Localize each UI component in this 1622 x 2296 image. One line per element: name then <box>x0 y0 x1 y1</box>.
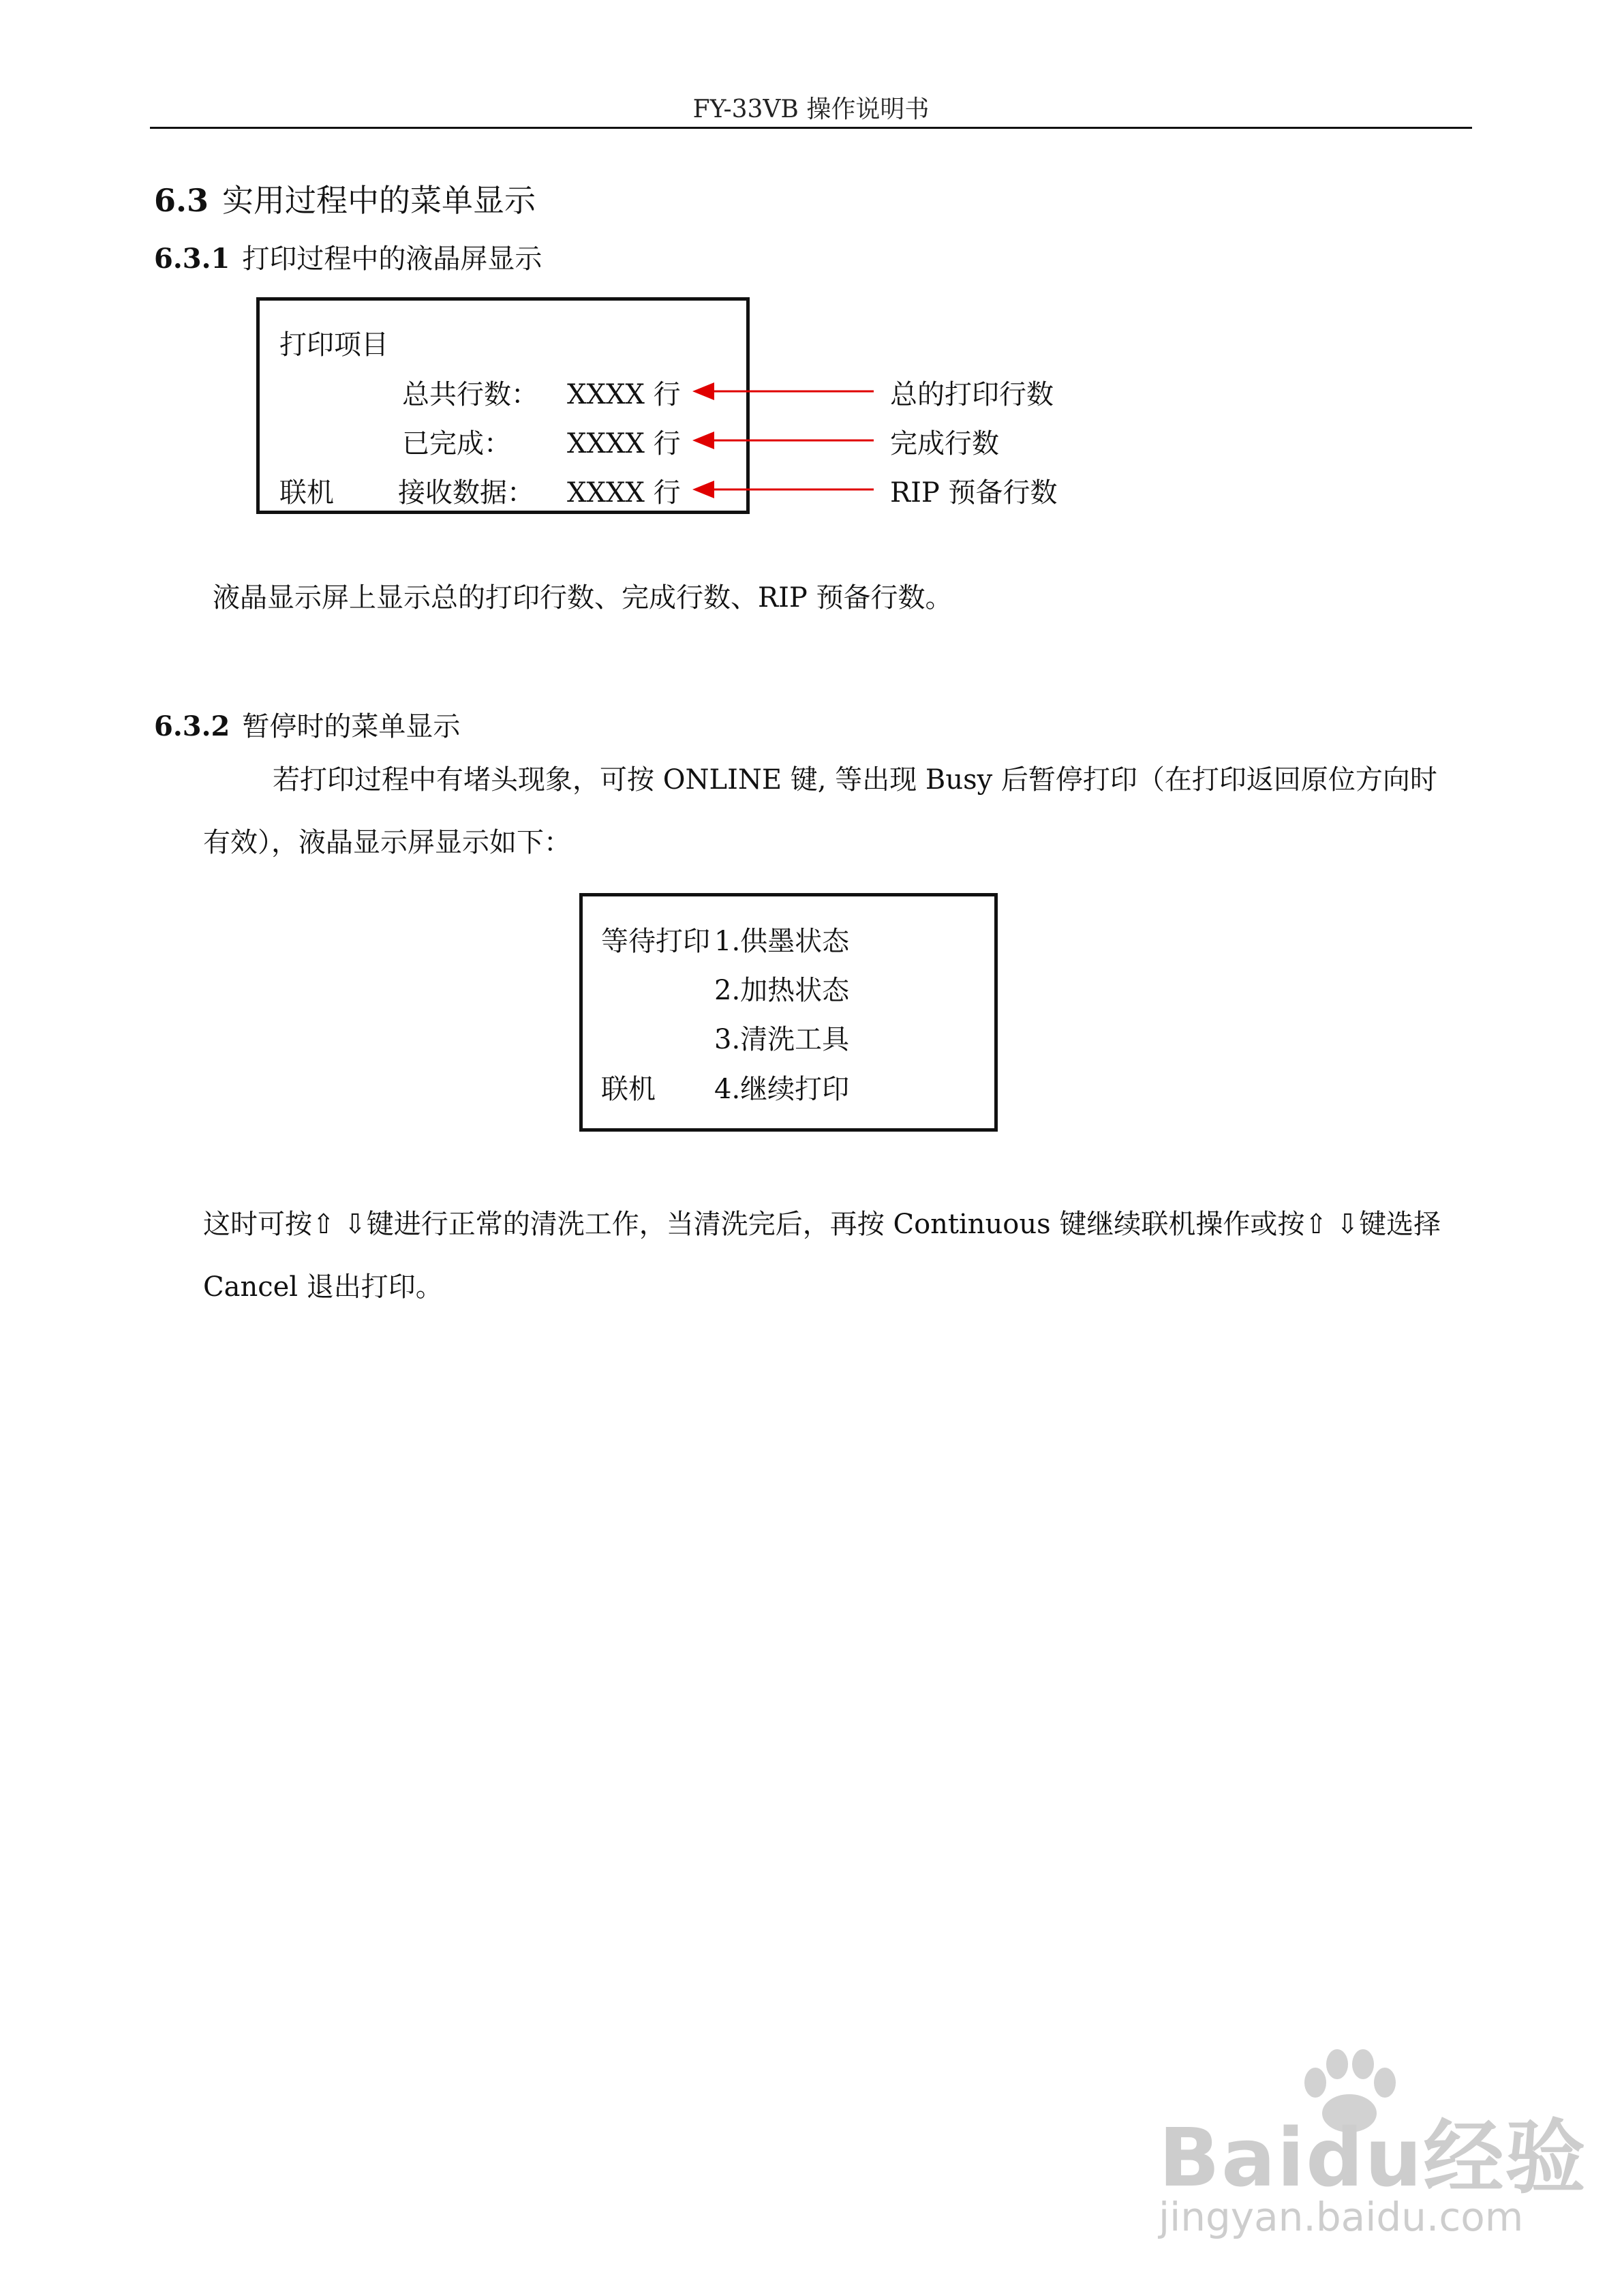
lcd-total-label: 总共行数： <box>402 379 538 410</box>
watermark-logo: Baidu经验 <box>1159 2111 1587 2205</box>
lcd-done-value: XXXX 行 <box>567 428 681 459</box>
menu-item-ink-supply: 1.供墨状态 <box>714 926 850 957</box>
lcd-online-label: 联机 <box>279 477 334 509</box>
page-header: FY-33VB 操作说明书 <box>692 95 930 123</box>
annotation-arrows <box>0 0 1622 614</box>
lcd-received-value: XXXX 行 <box>567 477 681 509</box>
subsection-number: 6.3.1 <box>154 243 230 275</box>
lcd-title: 打印项目 <box>279 329 388 361</box>
lcd-received-label: 接收数据： <box>398 477 534 509</box>
annotation-done-lines: 完成行数 <box>890 428 999 459</box>
annotation-total-lines: 总的打印行数 <box>890 379 1054 410</box>
lcd-done-label: 已完成： <box>402 428 511 459</box>
lcd-wait-status: 等待打印 <box>601 926 710 957</box>
note-paragraph-line2: Cancel 退出打印。 <box>203 1271 443 1303</box>
subsection-title: 打印过程中的液晶屏显示 <box>242 243 542 275</box>
pause-paragraph-line2: 有效），液晶显示屏显示如下： <box>203 827 571 858</box>
subsection-number: 6.3.2 <box>154 710 230 742</box>
pause-paragraph-line1: 若打印过程中有堵头现象，可按 ONLINE 键, 等出现 Busy 后暂停打印（在打印返回原位方向时 <box>273 764 1437 796</box>
lcd-total-value: XXXX 行 <box>567 379 681 410</box>
menu-item-heating: 2.加热状态 <box>714 975 850 1006</box>
note-paragraph-line1: 这时可按⇧ ⇩键进行正常的清洗工作，当清洗完后，再按 Continuous 键继续联机操作或按⇧ ⇩键选择 <box>203 1209 1441 1240</box>
arrow-rip-lines-head <box>692 481 714 498</box>
watermark-url: jingyan.baidu.com <box>1159 2194 1524 2240</box>
menu-item-cleaning: 3.清洗工具 <box>714 1024 850 1055</box>
description-paragraph: 液晶显示屏上显示总的打印行数、完成行数、RIP 预备行数。 <box>213 582 953 614</box>
annotation-rip-lines: RIP 预备行数 <box>890 477 1058 509</box>
arrow-total-lines-head <box>692 382 714 400</box>
lcd-online-label: 联机 <box>601 1074 656 1105</box>
arrow-done-lines-head <box>692 432 714 449</box>
section-title: 实用过程中的菜单显示 <box>222 182 536 219</box>
subsection-title: 暂停时的菜单显示 <box>242 711 461 742</box>
subsection-heading-2 <box>154 705 460 744</box>
menu-item-continue-print: 4.继续打印 <box>714 1074 850 1105</box>
section-number: 6.3 <box>154 182 209 219</box>
